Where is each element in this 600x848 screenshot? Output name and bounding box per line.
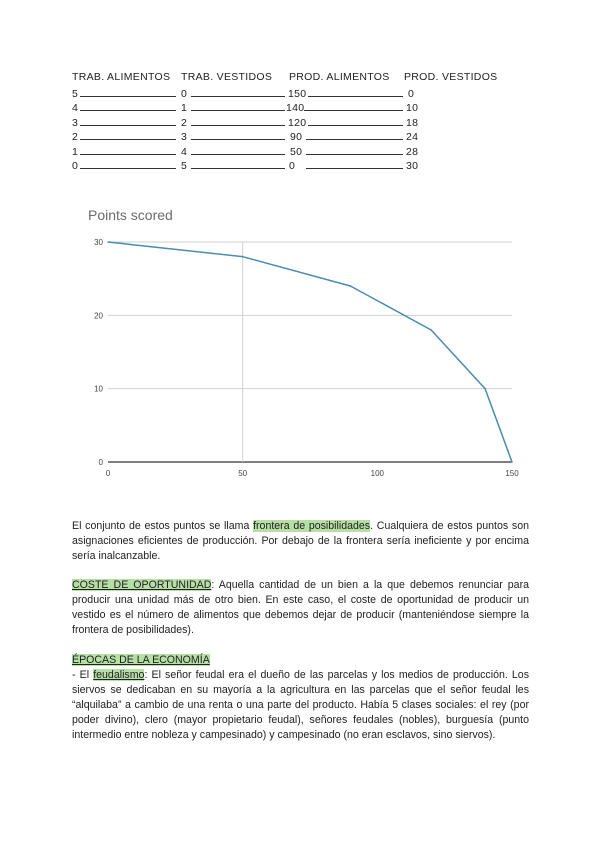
text-run: . Cualquiera de estos puntos son asignaciones eficientes de producción. Por debajo de la frontera sería ineficiente y por encima sería inalcanzable. [72, 520, 529, 562]
x-tick-label: 100 [370, 469, 385, 478]
table-cell: 120 [288, 117, 307, 129]
table-cell: 2 [181, 117, 188, 129]
series-line [108, 242, 512, 462]
table-cell: 0 [72, 160, 79, 172]
header-prod-vestidos: PROD. VESTIDOS [404, 71, 498, 83]
data-point [511, 461, 513, 463]
table-cell: 1 [72, 146, 79, 158]
table-cell: 50 [290, 146, 303, 158]
data-point [430, 329, 432, 331]
data-point [242, 256, 244, 258]
data-point [107, 241, 109, 243]
table-cell: 24 [406, 131, 419, 143]
y-tick-label: 10 [94, 384, 103, 394]
heading-coste-oportunidad: COSTE DE OPORTUNIDAD [72, 579, 212, 591]
header-trab-vestidos: TRAB. VESTIDOS [181, 71, 273, 83]
heading-epocas: ÉPOCAS DE LA ECONOMÍA [72, 654, 210, 666]
text-run: El conjunto de estos puntos se llama [72, 520, 254, 532]
table-cell: 0 [289, 160, 296, 172]
table-cell: 3 [72, 117, 79, 129]
header-trab-alimentos: TRAB. ALIMENTOS [72, 71, 171, 83]
text-run: : Aquella cantidad de un bien a la que debemos renunciar para producir una unidad más de otro bien. En este caso, el coste de oportunidad de producir un vestido es el número de alimentos que debemos dejar de producir (manteniéndose siempre la frontera de posibilidades). [72, 579, 529, 636]
y-tick-label: 20 [94, 311, 103, 321]
y-tick-label: 0 [98, 458, 103, 467]
table-cell: 3 [181, 131, 188, 143]
table-cell: 1 [181, 102, 188, 114]
chart-title: Points scored [88, 207, 173, 223]
table-cell: 140 [286, 102, 305, 114]
highlight-frontera: frontera de posibilidades [253, 520, 371, 532]
table-cell: 28 [406, 146, 419, 158]
table-cell: 90 [290, 131, 303, 143]
table-cell: 4 [72, 102, 79, 114]
x-tick-label: 150 [505, 469, 519, 478]
table-cell: 5 [181, 160, 188, 172]
table-cell: 30 [406, 160, 419, 172]
table-cell: 2 [72, 131, 79, 143]
table-cell: 4 [181, 146, 188, 158]
paragraph-coste-oportunidad [72, 578, 529, 638]
text-run: : El señor feudal era el dueño de las parcelas y los medios de producción. Los siervos se dedicaban en su mayoría a la agricultura en las parcelas que el señor feudal les “alquilaba” a cambio de una renta o una parte del producto. Había 5 clases sociales: el rey (por poder divino), clero (mayor propietario feudal), señores feudales (nobles), burguesía (punto intermedio entre nobleza y campesinado) y campesinado (no eran esclavos, sino siervos). [72, 669, 529, 741]
header-prod-alimentos: PROD. ALIMENTOS [289, 71, 390, 83]
data-point [350, 285, 352, 287]
x-tick-label: 50 [238, 469, 248, 478]
text-run: - El [72, 669, 94, 681]
table-cell: 10 [406, 102, 419, 114]
table-cell: 5 [72, 88, 79, 100]
highlight-feudalismo: feudalismo [93, 669, 145, 681]
paragraph-frontera [72, 519, 529, 564]
table-cell: 0 [408, 88, 415, 100]
table-cell: 0 [181, 88, 188, 100]
paragraph-epocas [72, 653, 529, 743]
x-tick-label: 0 [105, 469, 111, 478]
table-cell: 18 [406, 117, 419, 129]
table-cell: 150 [288, 88, 307, 100]
y-tick-label: 30 [94, 238, 103, 247]
data-point [484, 388, 486, 390]
